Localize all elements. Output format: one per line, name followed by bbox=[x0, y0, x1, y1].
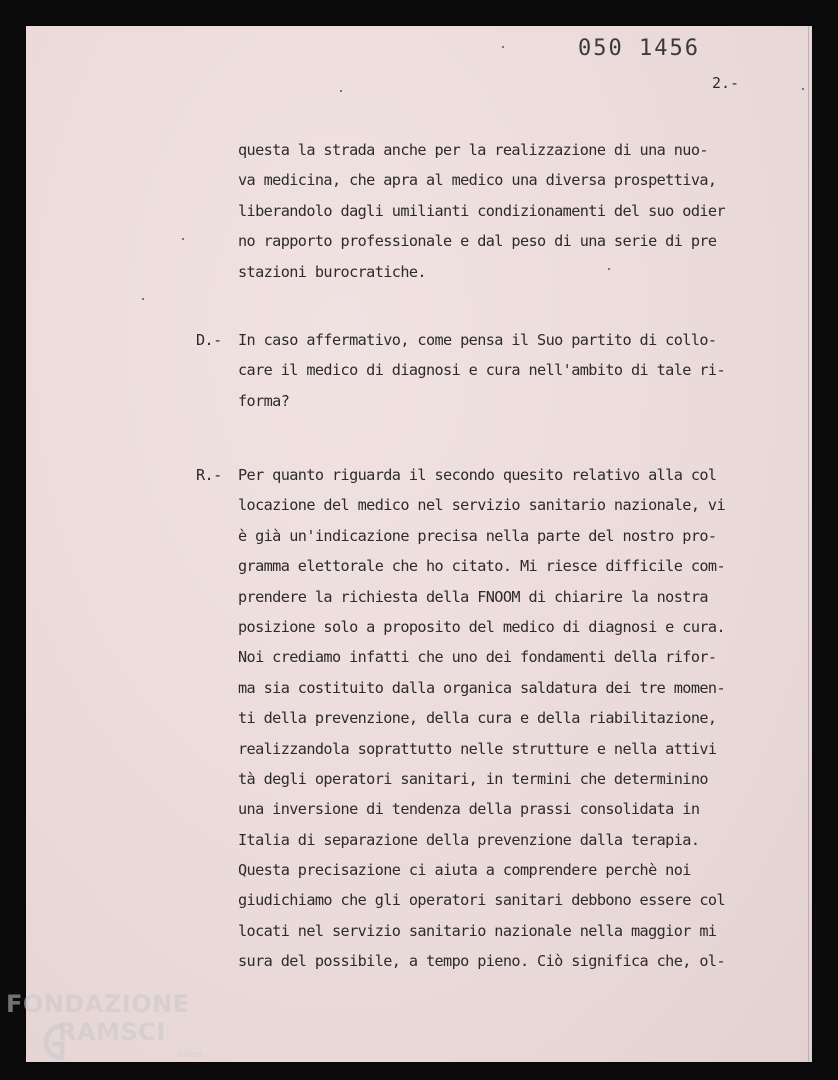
text-line: tà degli operatori sanitari, in termini che determinino bbox=[238, 769, 708, 788]
watermark-line-1: FONDAZIONE bbox=[6, 990, 190, 1018]
text-line: forma? bbox=[238, 391, 290, 410]
paper-speck bbox=[142, 298, 144, 300]
document-page bbox=[26, 26, 812, 1062]
text-line: prendere la richiesta della FNOOM di chiarire la nostra bbox=[238, 587, 708, 606]
text-line: è già un'indicazione precisa nella parte del nostro pro- bbox=[238, 526, 717, 545]
text-line: gramma elettorale che ho citato. Mi riesce difficile com- bbox=[238, 557, 725, 576]
text-line: liberandolo dagli umilianti condizionamenti del suo odier bbox=[238, 201, 725, 220]
question-marker: D.- bbox=[196, 331, 222, 349]
paper-speck bbox=[802, 88, 804, 90]
text-line: locati nel servizio sanitario nazionale nella maggior mi bbox=[238, 921, 717, 940]
paper-speck bbox=[608, 268, 610, 270]
text-line: Italia di separazione della prevenzione dalla terapia. bbox=[238, 830, 700, 849]
text-line: Noi crediamo infatti che uno dei fondamenti della rifor- bbox=[238, 648, 717, 667]
page-edge-line bbox=[808, 26, 809, 1062]
text-line: posizione solo a proposito del medico di diagnosi e cura. bbox=[238, 617, 725, 636]
paper-speck bbox=[182, 238, 184, 240]
text-line: realizzandola soprattutto nelle strutture e nella attivi bbox=[238, 739, 717, 758]
watermark-line-3: onlus bbox=[178, 1050, 203, 1060]
archive-number: 050 1456 bbox=[578, 36, 700, 61]
answer-text bbox=[238, 460, 798, 977]
answer-marker: R.- bbox=[196, 466, 222, 484]
text-line: care il medico di diagnosi e cura nell'ambito di tale ri- bbox=[238, 361, 725, 380]
text-line: ti della prevenzione, della cura e della riabilitazione, bbox=[238, 709, 717, 728]
paper-speck bbox=[340, 90, 342, 92]
text-line: sura del possibile, a tempo pieno. Ciò significa che, ol- bbox=[238, 952, 725, 971]
text-line: ma sia costituito dalla organica saldatura dei tre momen- bbox=[238, 678, 725, 697]
watermark-line-2: RAMSCI bbox=[58, 1018, 166, 1046]
text-line: va medicina, che apra al medico una diversa prospettiva, bbox=[238, 171, 717, 190]
fondazione-gramsci-watermark bbox=[6, 990, 216, 1080]
text-line: giudichiamo che gli operatori sanitari debbono essere col bbox=[238, 891, 725, 910]
text-line: no rapporto professionale e dal peso di una serie di pre bbox=[238, 232, 717, 251]
page-number: 2.- bbox=[712, 74, 740, 92]
text-line: Questa precisazione ci aiuta a comprendere perchè noi bbox=[238, 861, 691, 880]
paper-speck bbox=[502, 46, 504, 48]
text-line: Per quanto riguarda il secondo quesito relativo alla col bbox=[238, 466, 717, 484]
paragraph-continuation bbox=[238, 135, 798, 287]
question-text bbox=[238, 325, 798, 416]
text-line: locazione del medico nel servizio sanitario nazionale, vi bbox=[238, 496, 725, 515]
text-line: questa la strada anche per la realizzazione di una nuo- bbox=[238, 141, 708, 159]
text-line: stazioni burocratiche. bbox=[238, 262, 426, 281]
text-line: una inversione di tendenza della prassi consolidata in bbox=[238, 800, 700, 819]
text-line: In caso affermativo, come pensa il Suo partito di collo- bbox=[238, 331, 717, 349]
